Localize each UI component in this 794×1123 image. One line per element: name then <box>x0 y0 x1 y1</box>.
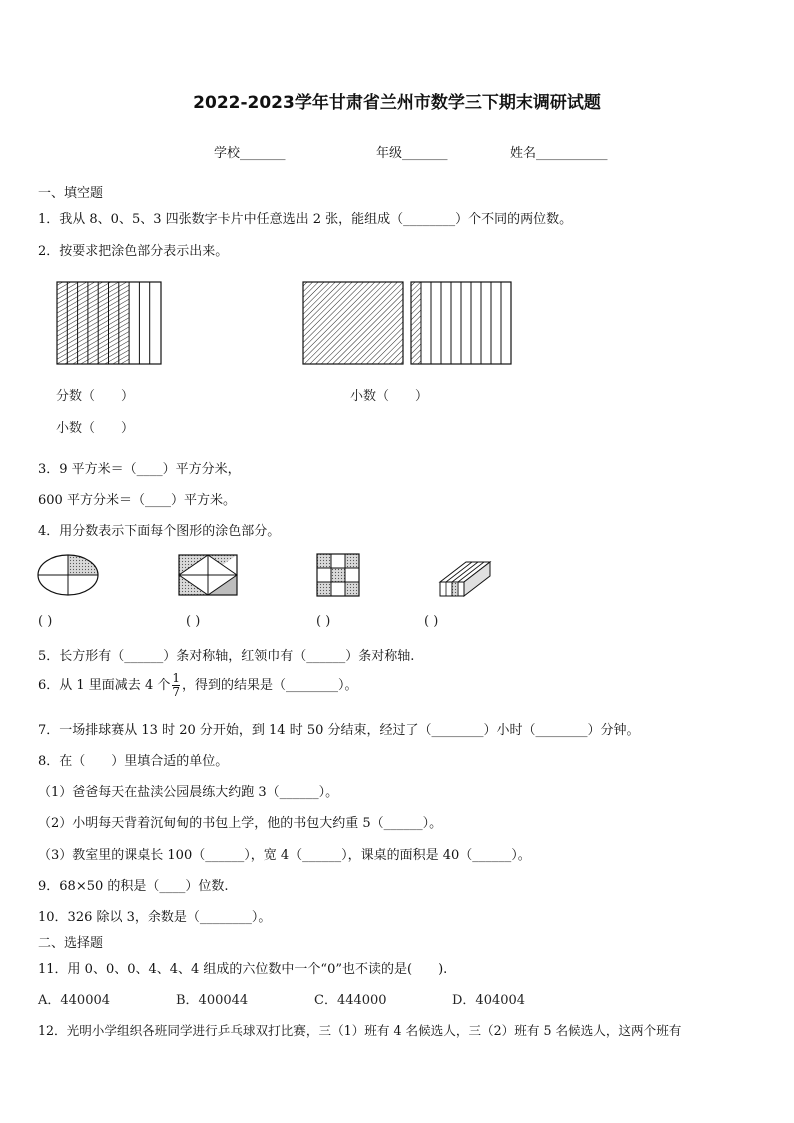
q4-figure-ellipse <box>36 553 100 597</box>
name-field: 姓名___________ <box>510 146 608 161</box>
q6-fraction-numerator: 1 <box>172 671 180 685</box>
q2-decimal-label-left: 小数（ ） <box>56 421 135 436</box>
school-field: 学校_______ <box>214 146 286 161</box>
question-2: 2．按要求把涂色部分表示出来。 <box>38 244 229 259</box>
q2-figure-whole-rect <box>302 281 404 365</box>
q11-option-c: C．444000 <box>314 993 387 1008</box>
question-8: 8．在（ ）里填合适的单位。 <box>38 754 229 769</box>
q11-option-a: A．440004 <box>38 993 111 1008</box>
q4-figure-block <box>436 558 492 600</box>
question-5: 5．长方形有（______）条对称轴，红领巾有（______）条对称轴. <box>38 649 415 664</box>
question-8-3: （3）教室里的课桌长 100（______），宽 4（______），课桌的面积是 40（______）。 <box>38 848 531 863</box>
q11-option-d: D．404004 <box>452 993 526 1008</box>
section-choice-heading: 二、选择题 <box>38 936 104 951</box>
question-11: 11．用 0、0、0、4、4、4 组成的六位数中一个“0”也不读的是( ). <box>38 962 448 977</box>
question-12: 12．光明小学组织各班同学进行乒乓球双打比赛，三（1）班有 4 名候选人，三（2）班有 5 名候选人，这两个班有 <box>38 1023 682 1038</box>
q6-fraction-denominator: 7 <box>172 685 180 699</box>
section-fill-heading: 一、填空题 <box>38 186 104 201</box>
q6-fraction <box>172 672 180 699</box>
q4-blank-3: ( ) <box>316 614 331 629</box>
q11-option-b: B．400044 <box>176 993 249 1008</box>
q4-figure-rhombus <box>178 554 238 596</box>
q2-figure-strips-right <box>410 281 512 365</box>
question-3b: 600 平方分米＝（____）平方米。 <box>38 493 236 508</box>
page-title: 2022-2023学年甘肃省兰州市数学三下期末调研试题 <box>193 93 601 113</box>
question-9: 9．68×50 的积是（____）位数. <box>38 879 229 894</box>
q4-blank-2: ( ) <box>186 614 201 629</box>
q4-blank-4: ( ) <box>424 614 439 629</box>
question-10: 10．326 除以 3，余数是（________）。 <box>38 910 272 925</box>
question-8-2: （2）小明每天背着沉甸甸的书包上学，他的书包大约重 5（______）。 <box>38 816 443 831</box>
question-4: 4．用分数表示下面每个图形的涂色部分。 <box>38 524 281 539</box>
q6-text-after: ，得到的结果是（________）。 <box>181 678 358 693</box>
q2-figure-strips-left <box>56 281 162 365</box>
question-7: 7．一场排球赛从 13 时 20 分开始，到 14 时 50 分结束，经过了（________）小时（________）分钟。 <box>38 723 640 738</box>
question-1: 1．我从 8、0、5、3 四张数字卡片中任意选出 2 张，能组成（________）个不同的两位数。 <box>38 212 573 227</box>
q2-fraction-label: 分数（ ） <box>56 389 135 404</box>
q4-figure-grid <box>316 553 360 597</box>
q2-decimal-label-right: 小数（ ） <box>350 389 429 404</box>
grade-field: 年级_______ <box>376 146 448 161</box>
q6-text-before: 6．从 1 里面减去 4 个 <box>38 678 171 693</box>
q4-blank-1: ( ) <box>38 614 53 629</box>
question-8-1: （1）爸爸每天在盐渎公园晨练大约跑 3（______）。 <box>38 785 339 800</box>
question-6 <box>38 672 358 699</box>
question-3a: 3．9 平方米＝（____）平方分米， <box>38 462 241 477</box>
